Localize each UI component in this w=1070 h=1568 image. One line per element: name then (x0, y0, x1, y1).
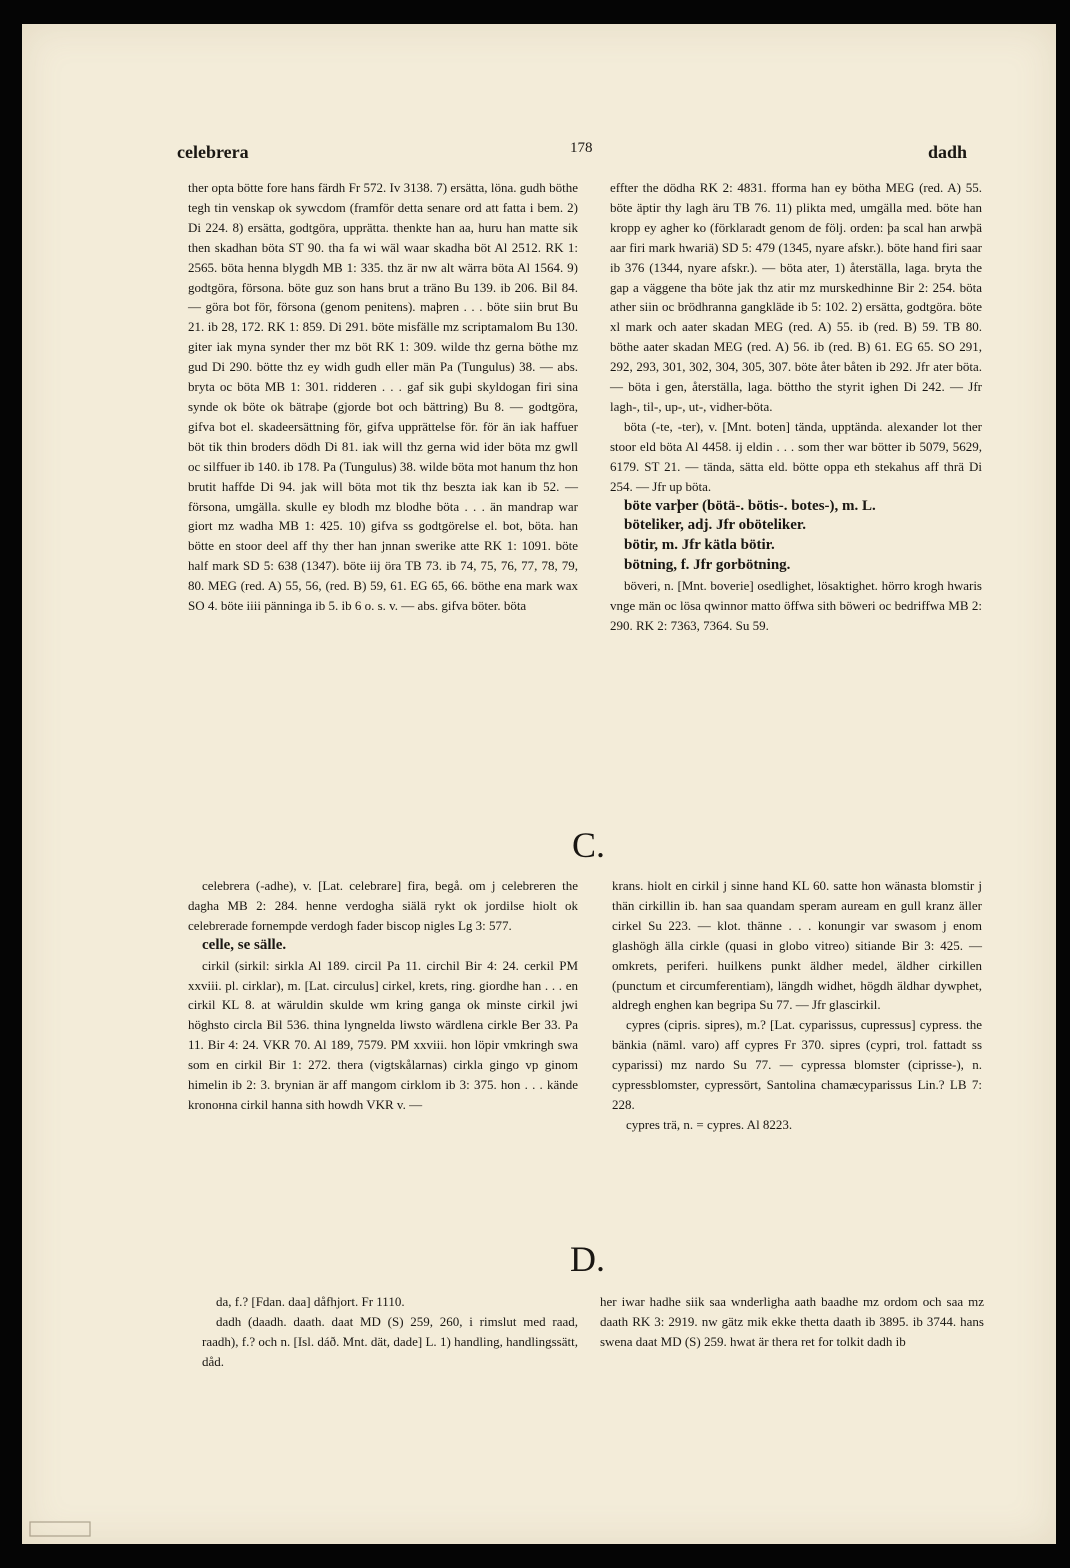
entry: celebrera (-adhe), v. [Lat. celebrare] fira, begå. om j celebreren the dagha MB 2: 284. henne verdogha siälä rykt ok jordilse hiolt ok celebrerade fornempde verdogh fader biscop nigles Lg 3: 577. (188, 878, 578, 933)
column-5 (202, 1292, 578, 1372)
running-head-left: celebrera (177, 142, 249, 162)
column-1 (188, 178, 578, 616)
entry: bötning, f. Jfr gorbötning. (624, 557, 791, 574)
entry-text: her iwar hadhe siik saa wnderligha aath baadhe mz ordom och saa mz daath RK 3: 2919. nw gätz mik ekke thetta daath ib 3895. ib 3744. hans swena daat MD (S) 259. hwat är thera ret for tolkit dadh ib (600, 1294, 984, 1349)
entry-text: krans. hiolt en cirkil j sinne hand KL 60. satte hon wänasta blomstir j thän cirkillin ib. han saa quandam speram auream en gull kranz äller cirkel Su 223. — klot. thänne . . . konungir var swasom j enom glashögh älla cirkle (quasi in globo vitreo) sitiande Bir 3: 425. — omkrets, periferi. huilkens punkt äldher medel, äldher cirkillen (punctum et circumferentiam), längdh widhet, högdh äldhar dywphet, aldregh enghen kan begripa Su 77. — Jfr glascirkil. (612, 878, 982, 1013)
section-heading-d: D. (570, 1239, 605, 1279)
column-2 (610, 178, 982, 636)
dictionary-page (22, 24, 1056, 1544)
column-3 (188, 876, 578, 1115)
entry: cypres trä, n. = cypres. Al 8223. (626, 1116, 793, 1132)
section-heading-c: C. (572, 825, 606, 865)
entry: böta (-te, -ter), v. [Mnt. boten] tända, upptända. alexander lot ther stoor eld böta Al 4458. ij eldin . . . som ther war bötter ib 5079, 5629, 6179. ST 21. — tända, sätta eld. bötte oppa eth stekahus aff thrä Di 254. — Jfr up böta. (610, 418, 982, 494)
entry-text: effter the dödha RK 2: 4831. fforma han ey bötha MEG (red. A) 55. böte äptir thy lagh äru TB 76. 11) plikta med, umgälla med. böte han kropp ey agher ko (förklaradt genom de följ. orden: þa scal han arwþä aar firi mark hwariä) SD 5: 479 (1345, nyare afskr.). böte hand firi saar ib 376 (1344, nyare afskr.). — böta ater, 1) återställa, laga. bryta the gap a väggene tha böte jak thz atir mz murskedhinne Bir 2: 254. böta ather siin oc brödhranna gangkläde ib 5: 102. 2) ersätta, godtgöra. böte xl mark och aater skadan MEG (red. A) 55. ib (red. B) 59. TB 80. böthe aater skadan MEG (red. A) 56. ib (red. B) 61. EG 65. SO 291, 292, 293, 301, 302, 304, 305, 307. böte åter båten ib 292. Jfr ater böta. — böta i gen, återställa, laga. böttho the styrit ighen Di 242. — Jfr lagh-, til-, up-, ut-, vidher-böta. (610, 180, 982, 414)
column-4 (612, 876, 982, 1135)
entry: celle, se sälle. (202, 936, 287, 953)
entry: böteliker, adj. Jfr oböteliker. (624, 517, 806, 534)
entry: cirkil (sirkil: sirkla Al 189. circil Pa 11. circhil Bir 4: 24. cerkil PM xxviii. pl. cirklar), m. [Lat. circulus] cirkel, krets, ring. giordhe han . . . en cirkil KL 8. at wäruldin skulde wm kring ganga ok minste cirkil jwi höghsto circla Bil 536. thina lyngnelda liwsto wärdlena cirkle Ber 33. Pa 11. Bir 4: 24. VKR 70. Al 189, 7579. PM xxviii. hon löpir vmkringh swa som en cirkil Bir 1: 272. thera (vigtskålarnas) cirkla gingo vp ginom himelin ib 2: 3. brynian är aff mangom cirklom ib 3: 375. hon . . . kände kronoнna cirkil hanna sith howdh VKR v. — (188, 957, 578, 1112)
entry: böte varþer (bötä-. bötis-. botes-), m. L. (624, 497, 876, 514)
page-number: 178 (570, 140, 593, 156)
entry: dadh (daadh. daath. daat MD (S) 259, 260, i rimslut med raad, raadh), f.? och n. [Isl. dáð. Mnt. dät, dade] L. 1) handling, handlingssätt, dåd. (202, 1313, 578, 1369)
entry: da, f.? [Fdan. daa] dåfhjort. Fr 1110. (216, 1294, 405, 1309)
entry: cypres (cipris. sipres), m.? [Lat. cyparissus, cupressus] cypress. the bänkia (näml. varo) aff cypres Fr 370. sipres (cypri, trol. fattadt ss cyparissi) mz nardo Su 77. — cypressa blomster (ciprisse-), n. cypressblomster, cypressört, Santolina chamæcyparissus Lin.? LB 7: 228. (612, 1017, 982, 1112)
running-head-right: dadh (928, 142, 968, 162)
entry: böveri, n. [Mnt. boverie] osedlighet, lösaktighet. hörro krogh hwaris vnge män oc lösa qwinnor matto öffwa sith böweri oc bedriffwa MB 2: 290. RK 2: 7363, 7364. Su 59. (610, 578, 982, 633)
library-stamp-mark (28, 1518, 94, 1540)
entry-text: ther opta bötte fore hans färdh Fr 572. Iv 3138. 7) ersätta, löna. gudh böthe tegh tin venskap ok sywcdom (framför detta senare ord att fatta i bem. 2) Di 224. 8) ersätta, godtgöra, upprätta. thenkte han aa, huru han matte sik then skadhan böta ST 90. tha fa wi wäl waar skadha böt Al 2512. RK 1: 2565. böta henna blygdh MB 1: 335. thz är nw alt wärra böta Al 1564. 9) godtgöra, försona. böte guz son hans brut a träno Bu 139. ib 206. Bil 84. — göra bot för, försona (genom penitens). maþren . . . böte siin brut Bu 21. ib 28, 172. RK 1: 859. Di 291. böte misfälle mz scriptamalom Bu 130. giter iak myna synder ther mz böt RK 1: 309. wilde thz gerna böthe mz gud Di 290. bötte thz ey widh gudh eller män Pa (Tungulus) 38. — abs. bryta oc böta MB 1: 301. ridderen . . . gaf sik guþi skyldogan firi sina synde ok böte ok bätraþe (gjorde bot och bättring) Bu 8. — godtgöra, gifva bot el. skadeersättning för, gifva upprättelse för. för än iak haffuer böt tik thin broders dödh Di 81. iak will thz gerna wid ider böta mz gwll oc silffuer ib 140. ib 178. Pa (Tungulus) 38. wilde böta mot hanum thz hon brutit haffde Di 94. jak will böta mot tik thz beszta iak kan ib 52. — försona, umgälla. skulle ey blodh mz blodhe böta . . . än mandrap war giort mz wadha MB 1: 425. 10) gifva ss godtgörelse el. bot, böta. han bötte en stoor deel aff thy ther han jnnan swerike atte RK 1: 1091. böte half mark SD 5: 638 (1347). böte iij öra TB 73. ib 74, 75, 76, 77, 78, 79, 80. MEG (red. A) 55, 56, (red. B) 59, 61. EG 65, 66. böthe ena mark wax SO 4. böte iiii pänninga ib 5. ib 6 o. s. v. — abs. gifva böter. böta (188, 180, 578, 614)
entry: bötir, m. Jfr kätla bötir. (624, 537, 775, 554)
column-6 (600, 1292, 984, 1352)
